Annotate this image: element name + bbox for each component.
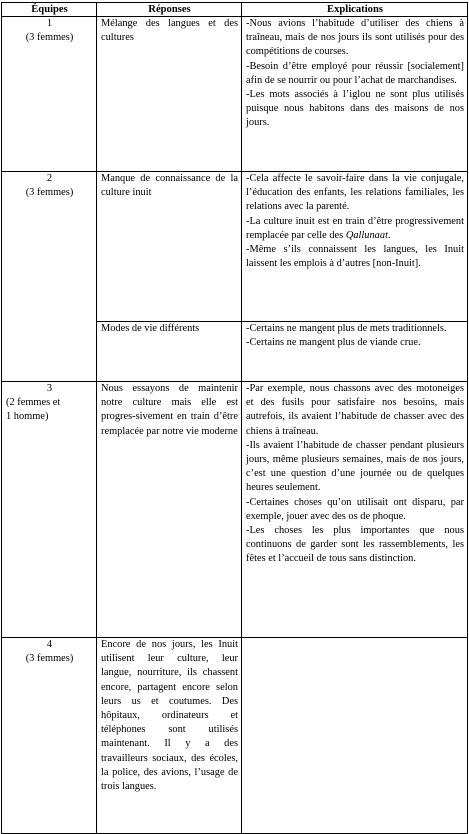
team-composition-line-2: 1 homme): [6, 411, 49, 423]
explanation-item: [246, 215, 464, 243]
team-composition: (3 femmes): [25, 32, 74, 44]
response-cell: Modes de vie différents: [97, 322, 242, 382]
explanation-item: -Certains ne mangent plus de mets traditionnels.: [246, 323, 447, 334]
explanation-cell: [242, 382, 468, 638]
team-cell: [2, 172, 97, 382]
explanation-cell: [242, 322, 468, 382]
team-cell: [2, 638, 97, 834]
explanation-cell: [242, 17, 468, 172]
response-cell: Nous essayons de maintenir notre culture mais elle est progres-sivement en train d’être remplacée par notre vie moderne: [97, 382, 242, 638]
header-responses: Réponses: [97, 3, 242, 17]
response-cell: Mélange des langues et des cultures: [97, 17, 242, 172]
explanation-item: -Même s’ils connaissent les langues, les Inuit laissent les emplois à d’autres [non-Inuit].: [246, 244, 464, 270]
team-composition: (3 femmes): [25, 653, 74, 665]
explanation-item: -Par exemple, nous chassons avec des motoneiges et des fusils pour satisfaire nos besoins, mais autrefois, ils avaient l’habitude de chasser avec des chiens à traîneau.: [246, 383, 464, 437]
team-number: 4: [46, 639, 53, 650]
header-explanations: Explications: [242, 3, 468, 17]
explanation-cell: [242, 172, 468, 322]
team-number: 3: [46, 383, 53, 394]
explanation-item: -Les choses les plus importantes que nous continuons de garder sont les rassemblements, les fêtes et l’accueil de tous sans distinction.: [246, 525, 464, 565]
table-row: [2, 17, 468, 172]
team-number: 2: [46, 173, 53, 184]
explanation-item: -Besoin d’être employé pour réussir [socialement] afin de se nourrir ou pour l’achat de marchandises.: [246, 60, 464, 86]
explanation-item: -Cela affecte le savoir-faire dans la vie conjugale, l’éducation des enfants, les relations familiales, les relations avec la parenté.: [246, 173, 464, 213]
explanation-text: -La culture inuit est en train d’être progressivement remplacée par celle des Qallunaat.: [246, 215, 464, 241]
explanation-cell-empty: [242, 638, 468, 834]
team-cell: [2, 382, 97, 638]
table-row: [2, 172, 468, 322]
team-composition-line-1: (2 femmes et: [6, 397, 61, 409]
italic-term: Qallunaat: [345, 229, 388, 241]
response-cell: Encore de nos jours, les Inuit utilisent leur culture, leur langue, nourriture, ils chassent encore, partagent encore selon leurs us et coutumes. Des hôpitaux, ordinateurs et téléphones sont utilisés maintenant. Il y a des travailleurs sociaux, des écoles, la police, des avions, l’usage de trois langues.: [97, 638, 242, 834]
team-cell: [2, 17, 97, 172]
header-teams: Équipes: [2, 3, 97, 17]
table-row: [2, 382, 468, 638]
explanation-item: -Ils avaient l’habitude de chasser pendant plusieurs jours, même plusieurs semaines, mais de nos jours, c’est une question d’une journée ou de quelques heures seulement.: [246, 439, 464, 494]
explanation-item: -Certains ne mangent plus de viande crue.: [246, 337, 421, 349]
explanation-item: -Les mots associés à l’iglou ne sont plus utilisés puisque nous habitons dans des maisons de nos jours.: [246, 89, 464, 129]
table-header-row: [2, 3, 468, 17]
explanation-item: -Nous avions l’habitude d’utiliser des chiens à traîneau, mais de nos jours ils sont utilisés pour des compétitions de courses.: [246, 18, 464, 58]
team-composition: (3 femmes): [25, 187, 74, 199]
response-cell: Manque de connaissance de la culture inuit: [97, 172, 242, 322]
team-number: 1: [46, 18, 53, 29]
responses-table: [1, 2, 468, 834]
explanation-item: -Certaines choses qu’on utilisait ont disparu, par exemple, jouer avec des os de phoque.: [246, 496, 464, 522]
table-row: [2, 638, 468, 834]
